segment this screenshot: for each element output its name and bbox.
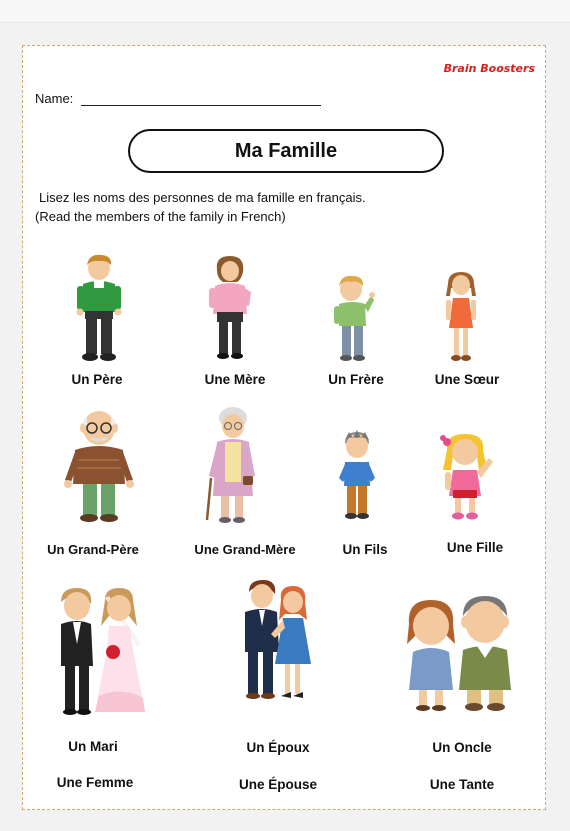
label-mari: Un Mari (68, 739, 118, 754)
instructions-french: Lisez les noms des personnes de ma famille en français. (39, 190, 366, 205)
label-epouse: Une Épouse (238, 777, 318, 792)
label-epoux: Un Époux (246, 740, 310, 755)
label-soeur: Une Sœur (434, 372, 500, 387)
son-illustration (337, 430, 377, 524)
top-band (0, 0, 570, 23)
grandfather-illustration (61, 408, 137, 524)
daughter-illustration (437, 432, 499, 524)
uncle-aunt-illustration (405, 594, 515, 712)
mother-illustration (207, 256, 253, 362)
page-title-text: Ma Famille (234, 139, 338, 162)
worksheet (22, 45, 546, 810)
label-mere: Une Mère (204, 372, 266, 387)
label-frere: Un Frère (328, 372, 384, 387)
label-femme: Une Femme (56, 775, 134, 790)
label-fils: Un Fils (342, 542, 388, 557)
label-tante: Une Tante (429, 777, 495, 792)
brother-illustration (331, 274, 375, 364)
name-field-row (35, 91, 321, 106)
instructions-english: (Read the members of the family in French) (35, 209, 286, 224)
grandmother-illustration (203, 406, 263, 526)
label-grand-mere: Une Grand-Mère (194, 542, 296, 557)
married-couple-illustration (49, 586, 149, 718)
brand-logo-text: Brain Boosters (443, 62, 535, 75)
name-blank-line[interactable] (81, 93, 321, 106)
page-title (128, 129, 444, 173)
label-oncle: Un Oncle (432, 740, 492, 755)
label-grand-pere: Un Grand-Père (47, 542, 139, 557)
instructions (35, 188, 366, 226)
sister-illustration (443, 272, 479, 364)
label-pere: Un Père (71, 372, 123, 387)
label-fille: Une Fille (446, 540, 504, 555)
name-label: Name: (35, 91, 74, 106)
father-illustration (73, 254, 125, 364)
spouses-illustration (237, 580, 317, 704)
